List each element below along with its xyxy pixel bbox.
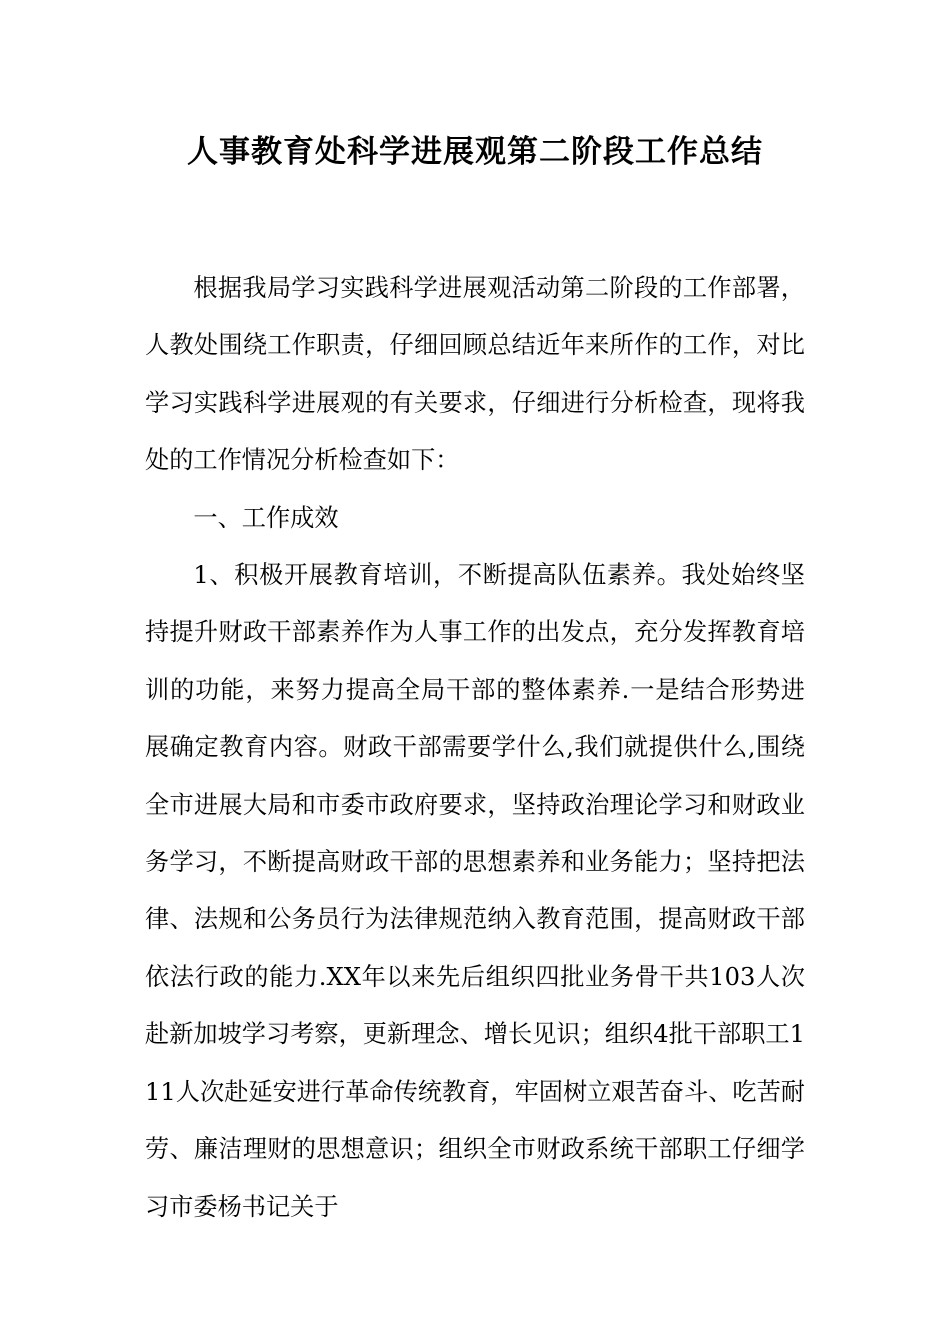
section-heading-achievements: 一、工作成效 xyxy=(193,503,339,532)
document-body xyxy=(145,260,805,1236)
document-title: 人事教育处科学进展观第二阶段工作总结 xyxy=(187,134,763,170)
paragraph-intro: 根据我局学习实践科学进展观活动第二阶段的工作部署，人教处围绕工作职责，仔细回顾总结近年来所作的工作，对比学习实践科学进展观的有关要求，仔细进行分析检查，现将我处的工作情况分析检查如下： xyxy=(145,274,805,475)
paragraph-training: 1、积极开展教育培训，不断提高队伍素养。我处始终坚持提升财政干部素养作为人事工作的出发点，充分发挥教育培训的功能，来努力提高全局干部的整体素养.一是结合形势进展确定教育内容。财政干部需要学什么,我们就提供什么,围绕全市进展大局和市委市政府要求，坚持政治理论学习和财政业务学习，不断提高财政干部的思想素养和业务能力；坚持把法律、法规和公务员行为法律规范纳入教育范围，提高财政干部依法行政的能力.XX年以来先后组织四批业务骨干共103人次赴新加坡学习考察，更新理念、增长见识；组织4批干部职工111人次赴延安进行革命传统教育，牢固树立艰苦奋斗、吃苦耐劳、廉洁理财的思想意识；组织全市财政系统干部职工仔细学习市委杨书记关于 xyxy=(145,561,805,1221)
